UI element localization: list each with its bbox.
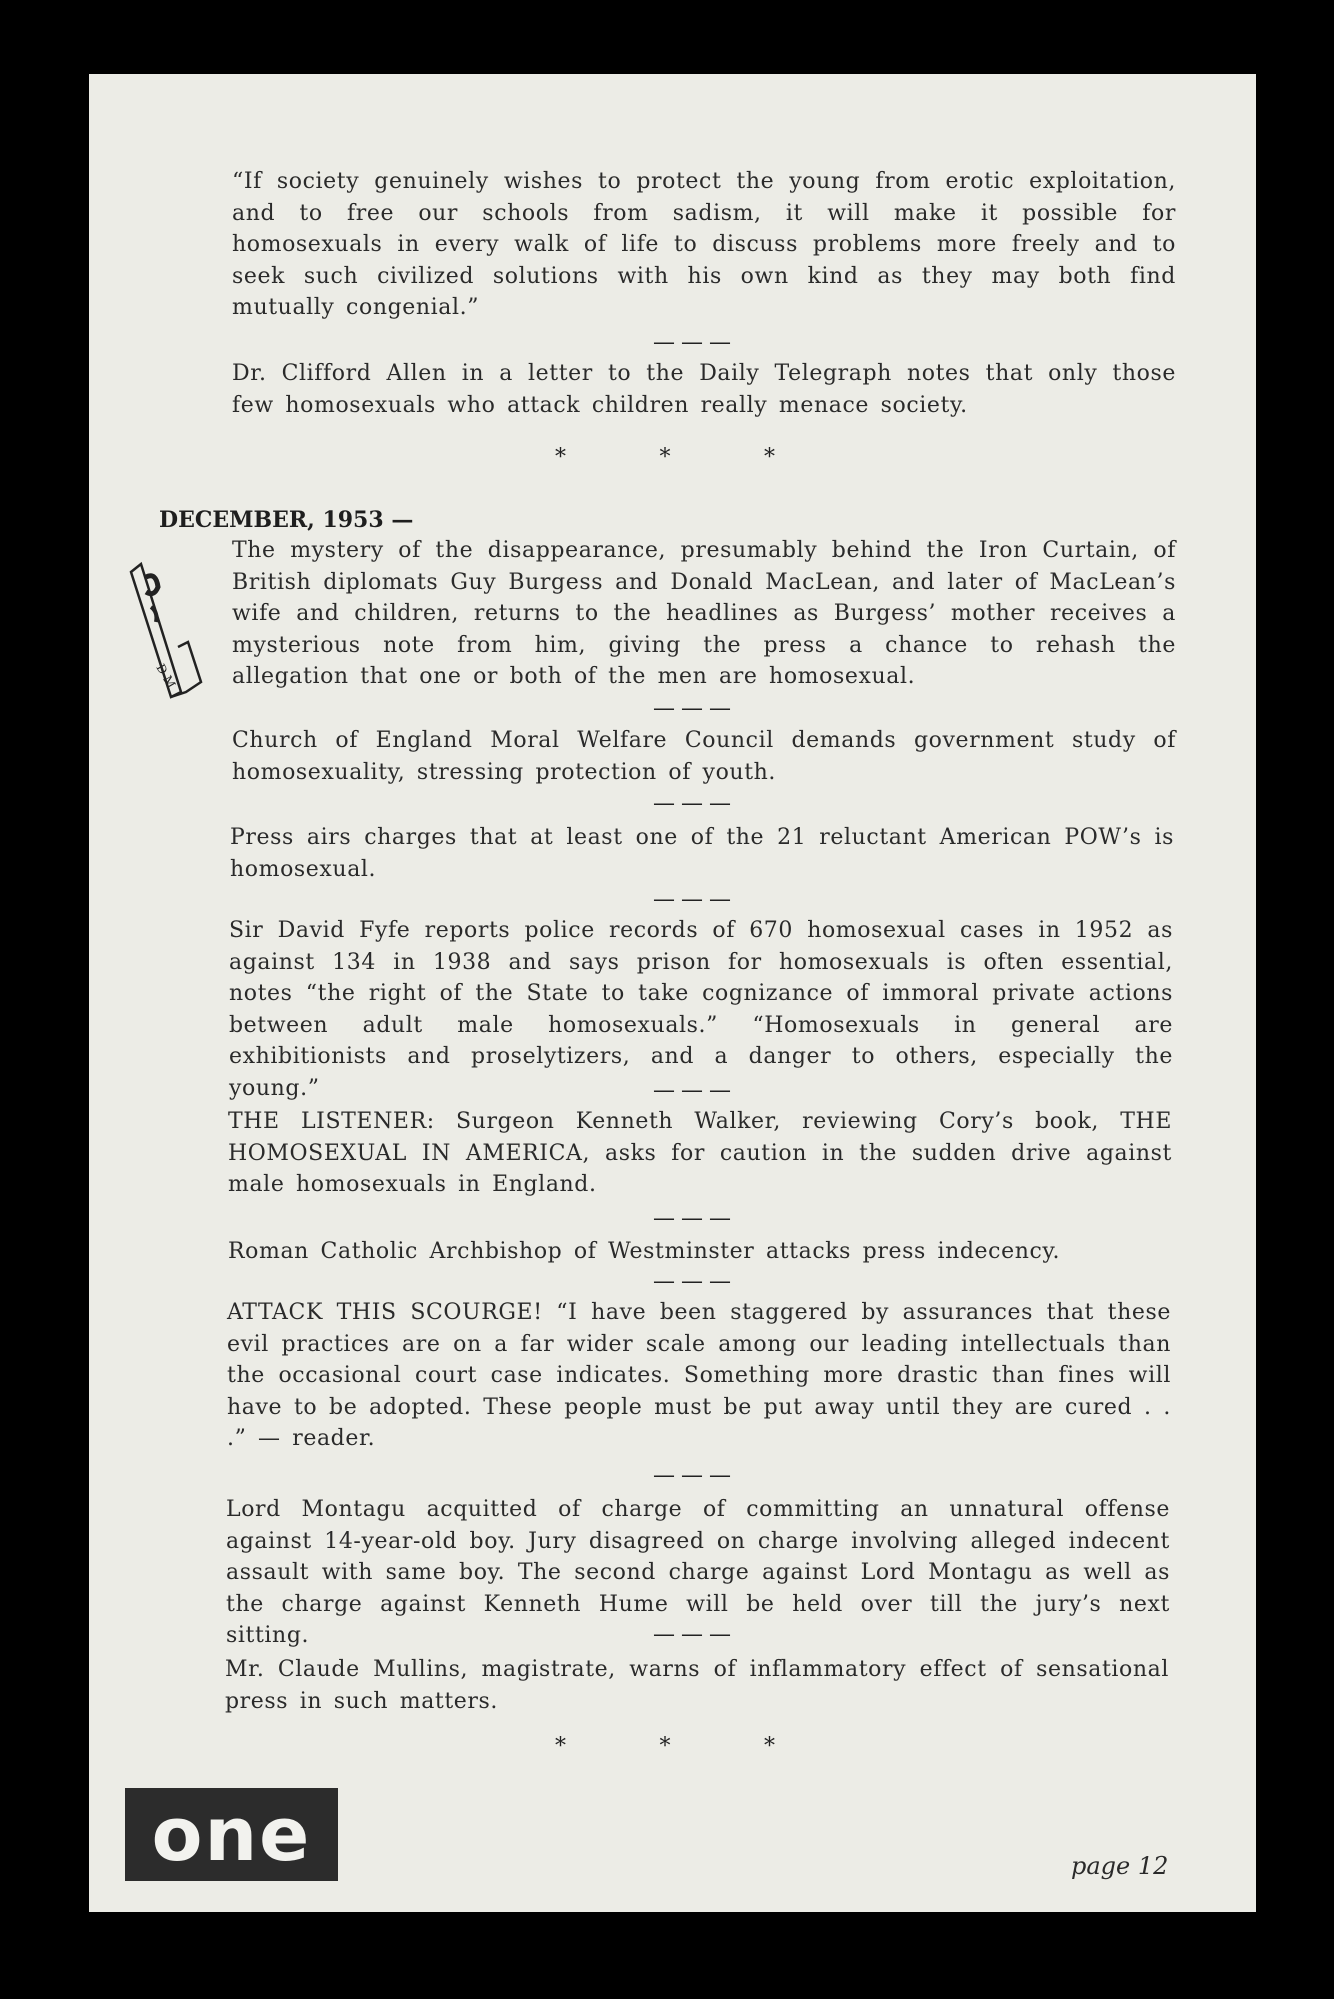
separator: ———	[653, 887, 737, 912]
paragraph: Lord Montagu acquitted of charge of committing an unnatural offense against 14-year-old boy. Jury disagreed on charge involving alleged indecent assault with same boy. The second charge against Lord Montagu as well as the charge against Kenneth Hume will be held over till the jury’s next sitting.	[226, 1497, 1170, 1648]
quote-paragraph: “If society genuinely wishes to protect the young from erotic exploitation, and to free our schools from sadism, it will make it possible for homosexuals in every walk of life to discuss problems more freely and to seek such civilized solutions with his own kind as they may both find mutually congenial.”	[232, 169, 1176, 320]
paragraph: THE LISTENER: Surgeon Kenneth Walker, reviewing Cory’s book, THE HOMOSEXUAL IN AMERICA, asks for caution in the sudden drive against male homosexuals in England.	[228, 1109, 1172, 1197]
paragraph: The mystery of the disappearance, presumably behind the Iron Curtain, of British diplomats Guy Burgess and Donald MacLean, and later of MacLean’s wife and children, returns to the headlines as Burgess’ mother receives a mysterious note from him, giving the press a chance to rehash the allegation that one or both of the men are homosexual.	[232, 538, 1176, 689]
briefcase-illustration-icon	[126, 552, 204, 702]
separator: ———	[653, 791, 737, 816]
paragraph: ATTACK THIS SCOURGE! “I have been staggered by assurances that these evil practices are on a far wider scale among our leading intellectuals than the occasional court case indicates. Something more drastic than fines will have to be adopted. These people must be put away until they are cured . . .” — reader.	[227, 1300, 1171, 1451]
paragraph: Sir David Fyfe reports police records of 670 homosexual cases in 1952 as against 134 in 1938 and says prison for homosexuals is often essential, notes “the right of the State to take cognizance of immoral private actions between adult male homosexuals.” “Homosexuals in general are exhibitionists and proselytizers, and a danger to others, especially the young.”	[229, 918, 1173, 1101]
separator: ———	[653, 330, 737, 355]
separator: ———	[653, 1206, 737, 1231]
section-heading: DECEMBER, 1953 —	[159, 507, 414, 533]
paragraph: Roman Catholic Archbishop of Westminster attacks press indecency.	[228, 1239, 1061, 1264]
paragraph: Mr. Claude Mullins, magistrate, warns of inflammatory effect of sensational press in such matters.	[225, 1657, 1169, 1714]
paragraph: Church of England Moral Welfare Council demands government study of homosexuality, stressing protection of youth.	[232, 728, 1176, 785]
page-number: page 12	[1071, 1852, 1169, 1880]
one-magazine-logo: one	[125, 1788, 338, 1881]
separator: ———	[653, 696, 737, 721]
separator: ———	[653, 1622, 737, 1647]
section-stars: * * *	[555, 445, 775, 470]
section-stars: * * *	[555, 1734, 775, 1759]
separator: ———	[653, 1269, 737, 1294]
paragraph: Press airs charges that at least one of the 21 reluctant American POW’s is homosexual.	[230, 825, 1174, 882]
separator: ———	[653, 1078, 737, 1103]
separator: ———	[653, 1463, 737, 1488]
paragraph: Dr. Clifford Allen in a letter to the Daily Telegraph notes that only those few homosexuals who attack children really menace society.	[232, 361, 1176, 418]
svg-text:D M: D M	[153, 661, 179, 691]
